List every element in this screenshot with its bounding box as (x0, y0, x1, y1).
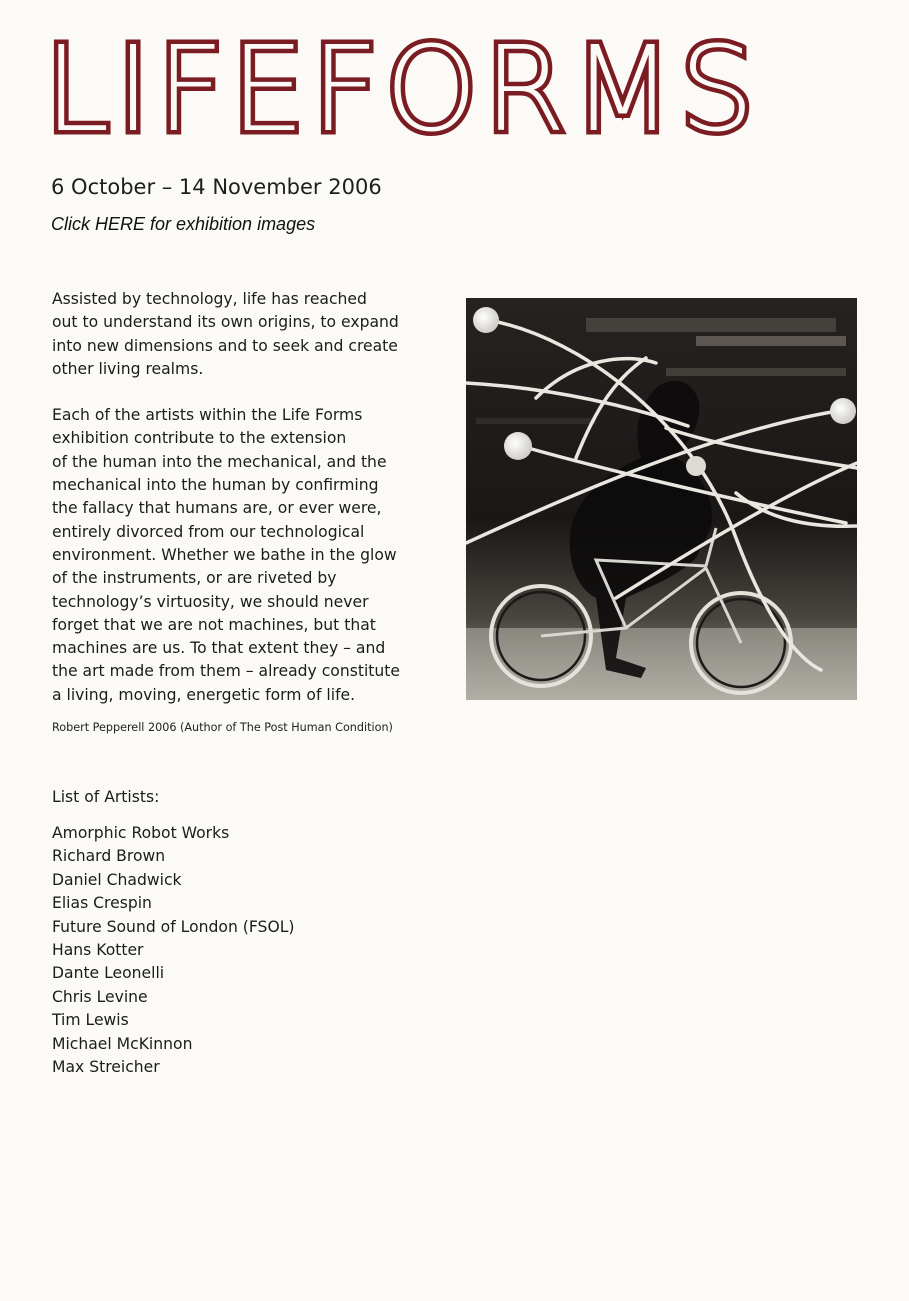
artist-item: Max Streicher (52, 1058, 160, 1077)
text-line: out to understand its own origins, to expand (52, 313, 399, 332)
exhibition-description (52, 288, 452, 707)
motion-streak (666, 368, 846, 376)
text-line: of the human into the mechanical, and the (52, 452, 387, 471)
text-line: machines are us. To that extent they – and (52, 639, 386, 658)
light-orb (830, 398, 856, 424)
artist-item: Daniel Chadwick (52, 870, 182, 889)
exhibition-dates: 6 October – 14 November 2006 (51, 175, 382, 199)
text-line: exhibition contribute to the extension (52, 429, 347, 448)
text-line: a living, moving, energetic form of life. (52, 685, 356, 704)
text-line: into new dimensions and to seek and create (52, 336, 398, 355)
exhibition-photo (466, 298, 857, 700)
light-orb (473, 307, 499, 333)
artist-item: Tim Lewis (52, 1011, 129, 1030)
text-line: environment. Whether we bathe in the glow (52, 545, 397, 564)
paragraph-2 (52, 404, 452, 707)
text-line: Assisted by technology, life has reached (52, 290, 367, 308)
text-line: forget that we are not machines, but that (52, 615, 376, 634)
text-line: of the instruments, or are riveted by (52, 569, 337, 588)
motion-streak (696, 336, 846, 346)
artist-item: Richard Brown (52, 847, 166, 866)
paragraph-1 (52, 288, 452, 381)
text-line: Each of the artists within the Life Forms (52, 406, 363, 425)
artist-item: Michael McKinnon (52, 1034, 193, 1053)
artist-item: Dante Leonelli (52, 964, 165, 983)
page-title: LIFEFORMS (44, 20, 761, 158)
road-surface (466, 628, 857, 700)
light-orb (686, 456, 706, 476)
artist-item: Elias Crespin (52, 894, 152, 913)
text-line: technology’s virtuosity, we should never (52, 592, 369, 611)
artist-item: Amorphic Robot Works (52, 824, 230, 842)
text-line: the fallacy that humans are, or ever were, (52, 499, 382, 518)
motion-streak (476, 418, 596, 424)
text-line: entirely divorced from our technological (52, 522, 365, 541)
text-line: other living realms. (52, 359, 204, 378)
artist-item: Future Sound of London (FSOL) (52, 917, 295, 936)
text-line: mechanical into the human by confirming (52, 476, 379, 495)
light-orb (504, 432, 532, 460)
artist-item: Chris Levine (52, 987, 148, 1006)
artists-list (52, 822, 295, 1079)
exhibition-images-link[interactable]: Click HERE for exhibition images (51, 214, 316, 234)
paragraph-gap (52, 381, 452, 404)
cyclist-photo-illustration (466, 298, 857, 700)
artists-heading: List of Artists: (52, 788, 160, 806)
artist-item: Hans Kotter (52, 941, 144, 960)
text-line: the art made from them – already constitute (52, 662, 400, 681)
quote-credit: Robert Pepperell 2006 (Author of The Post Human Condition) (52, 721, 393, 734)
motion-streak (586, 318, 836, 332)
